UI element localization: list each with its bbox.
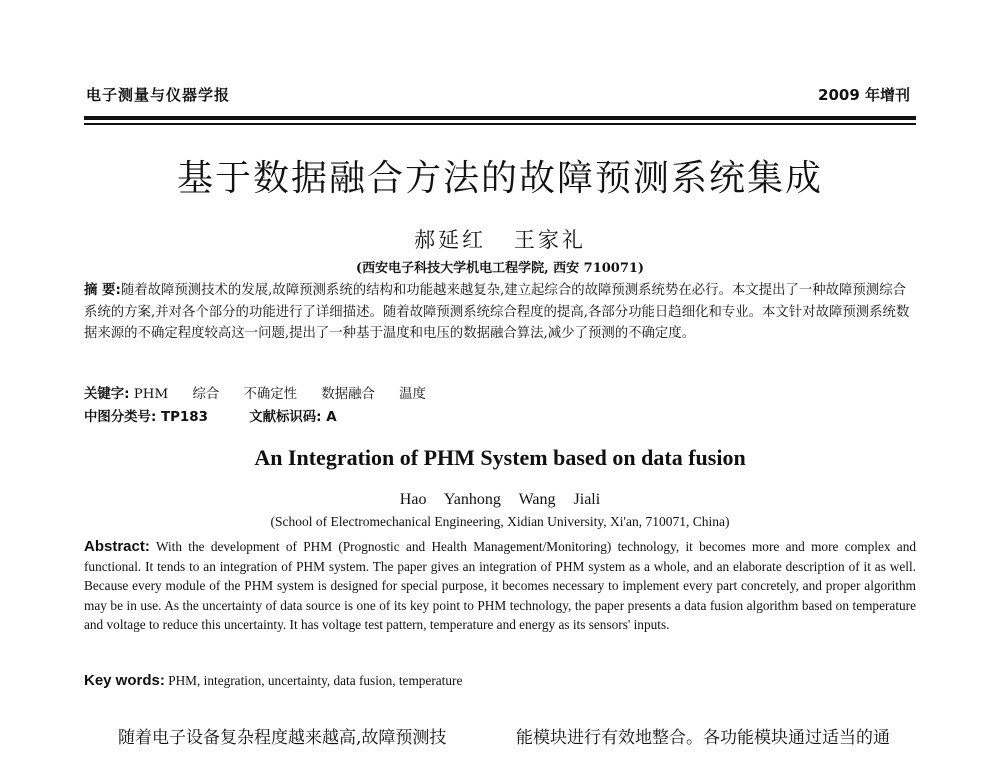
issue-label: 2009 年增刊 [818,86,910,104]
header-rule-thin [84,123,916,125]
authors-cn: 郝延红 王家礼 [414,228,586,252]
abstract-en [84,537,916,635]
body-right-column: 能模块进行有效地整合。各功能模块通过适当的通 [516,728,890,748]
abstract-en-text: With the development of PHM (Prognostic and Health Management/Monitoring) technology, it becomes more and more complex and functional. It tends to an integration of PHM system. The paper gives an integration of PHM system as a whole, and an elaborate description of it as well. Because every module of the PHM system is designed for special purpose, it becomes necessary to implement every part concretely, and proper algorithm may be in use. As the uncertainty of data source is one of its key point to PHM technology, the paper presents a data fusion algorithm based on temperature and voltage to reduce this uncertainty. It has voltage test pattern, temperature and energy as its sensors' inputs. [84,539,917,632]
keyword-cn: 温度 [399,387,426,402]
affiliation-cn: (西安电子科技大学机电工程学院, 西安 710071) [355,261,645,276]
abstract-cn-text: 随着故障预测技术的发展,故障预测系统的结构和功能越来越复杂,建立起综合的故障预测系统势在必行。本文提出了一种故障预测综合系统的方案,并对各个部分的功能进行了详细描述。随着故障预测系统综合程度的提高,各部分功能日趋细化和专业。本文针对故障预测系统数据来源的不确定程度较高这一问题,提出了一种基于温度和电压的数据融合算法,减少了预测的不确定度。 [84,283,910,341]
journal-name: 电子测量与仪器学报 [86,86,231,104]
doc-code-value: A [326,410,337,425]
keyword-cn: 不确定性 [243,387,298,402]
header-rule-thick [84,116,916,120]
abstract-cn-label: 摘 要: [84,283,121,298]
abstract-cn [84,280,916,345]
keyword-cn: 综合 [192,387,220,402]
keywords-cn [84,383,446,402]
clc-value: TP183 [160,410,208,425]
authors-en: Hao Yanhong Wang Jiali [399,491,601,508]
paper-title-cn: 基于数据融合方法的故障预测系统集成 [176,158,823,199]
keywords-cn-label: 关键字: [84,387,130,402]
paper-title-en: An Integration of PHM System based on data fusion [254,445,746,470]
classification-line [84,406,337,425]
keywords-en [84,672,462,689]
body-left-column: 随着电子设备复杂程度越来越高,故障预测技 [118,728,447,748]
clc-label: 中图分类号: [84,410,157,425]
affiliation-en: (School of Electromechanical Engineering, Xidian University, Xi'an, 710071, China) [270,514,730,529]
keywords-en-text: PHM, integration, uncertainty, data fusion, temperature [168,673,463,688]
keywords-en-label: Key words: [84,672,165,689]
keyword-cn: 数据融合 [321,387,375,402]
doc-code-label: 文献标识码: [249,410,322,425]
keyword-cn: PHM [133,387,169,402]
abstract-en-label: Abstract: [84,538,150,555]
